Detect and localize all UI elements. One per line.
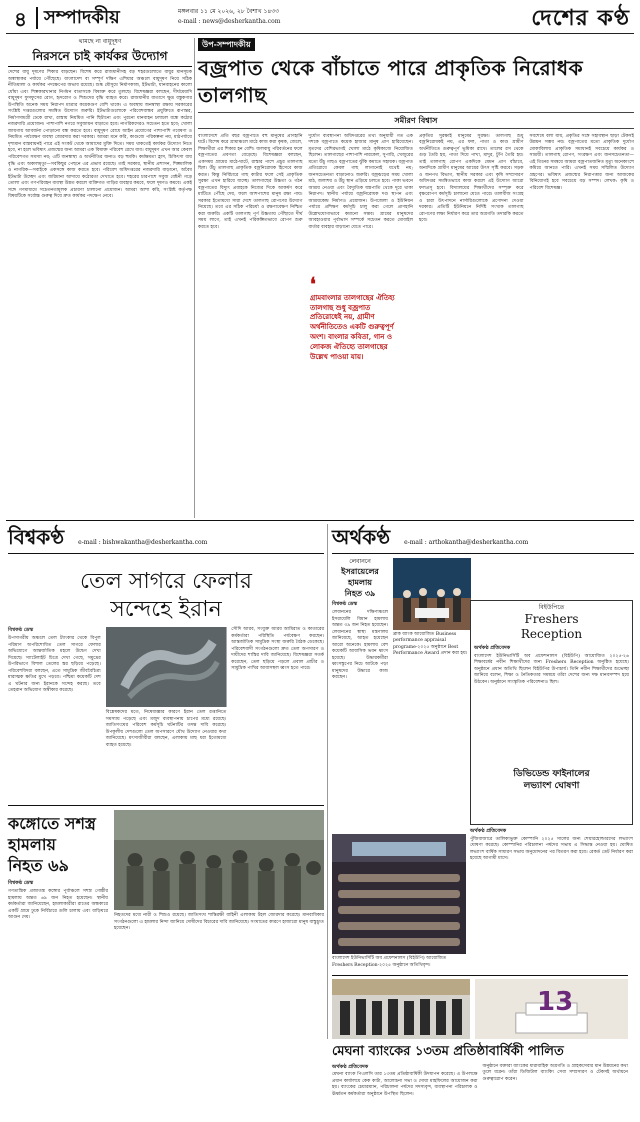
oil-article-column-2 <box>106 627 227 797</box>
oil-headline-line-1: তেল সাগরে ফেলার <box>80 569 252 594</box>
section-title: সম্পাদকীয় <box>44 7 120 28</box>
lebanon-kicker: লেবাননে <box>349 558 371 565</box>
world-section-logo: বিশ্বকণ্ঠ <box>8 525 65 549</box>
freshers-article-text: বাংলাদেশ ইউনিভার্সিটি অব প্রফেশনালস (বিইউপি) আয়োজিত ২০২৫-২৬ শিক্ষাবর্ষের নবীন শিক্ষার্থীদের জন্য Freshers Reception অনুষ্ঠিত হয়েছে। অনুষ্ঠানে প্রধান অতিথি ছিলেন বিইউপির উপাচার্য। তিনি নবীন শিক্ষার্থীদের শুভেচ্ছা জানিয়ে বলেন, শিক্ষা ও নৈতিকতার সমন্বয়ে তাঁরা দেশের জন্য দক্ষ মানবসম্পদ হয়ে উঠবেন। অনুষ্ঠানে সাংস্কৃতিক পরিবেশনাও ছিল। <box>474 653 629 685</box>
lebanon-headline <box>332 566 388 598</box>
newspaper-logo: দেশের কণ্ঠ <box>531 5 630 31</box>
economy-section-email: e-mail : arthokantha@desherkantha.com <box>404 539 529 546</box>
dividend-article <box>470 828 633 1038</box>
congo-article <box>8 810 108 1003</box>
quote-mark-icon: ❛ <box>310 274 316 295</box>
freshers-kicker: বিইউপিতে <box>538 604 565 611</box>
op-ed-kicker: উপ-সম্পাদকীয় <box>198 38 255 51</box>
desk-credit: বিশ্বকণ্ঠ ডেস্ক <box>8 627 34 633</box>
masthead <box>6 4 634 34</box>
award-photo-caption: ব্রাক ব্যাংক আয়োজিত Business performance appraisal programe-২০২৫ অনুষ্ঠানে Best Performance Award প্রদান করা হয়। <box>393 632 468 657</box>
conference-hall-photo <box>332 834 466 954</box>
award-ceremony-photo <box>393 558 471 630</box>
lebanon-article <box>332 558 388 830</box>
page-number: ৪ <box>14 7 27 31</box>
column-rule <box>194 38 195 518</box>
pull-quote <box>308 276 404 372</box>
oil-article-text: উপসাগরীয় অঞ্চলে তেল ট্যাংকার থেকে বিপুল পরিমাণ অপরিশোধিত তেল সাগরে ফেলার অভিযোগে আন্তর্জাতিক মহলে উদ্বেগ দেখা দিয়েছে। স্যাটেলাইট চিত্রে দেখা গেছে, সমুদ্রের উপরিভাগে বিশাল তেলের স্তর ছড়িয়ে পড়েছে। পরিবেশবিদরা বলছেন, এতে সামুদ্রিক জীববৈচিত্র্য মারাত্মক ক্ষতির মুখে পড়বে। পশ্চিমা কয়েকটি দেশ এ ঘটনার জন্য ইরানকে সন্দেহ করছে। তবে তেহরান অভিযোগ অস্বীকার করেছে। <box>8 636 101 694</box>
editorial-body: দেশের বায়ু দূষণের শিকার বাড়ছেন। বিশেষ করে রাজধানীসহ বড় শহরগুলোতে বায়ুর মানসূচক অস্বাস্থ্যকর পর্যায়ে পৌঁছেছে। বাংলাদেশ বা সম্পূর্ণ দক্ষিণ এশিয়ার অঞ্চলে বায়ুদূষণ নিয়ে সঠিক নীতিমালা ও কার্যকর পদক্ষেপের অভাব রয়েছে। শুষ্ক মৌসুমে নির্মাণকাজ, ইটভাটা, যানবাহনের কালো ধোঁয়া এবং শিল্পকারখানার নির্গমন বাতাসকে বিষাক্ত করে তুলছে। বিশেষজ্ঞরা বলছেন, দীর্ঘমেয়াদি বায়ুদূষণ ফুসফুসের রোগ, হৃদরোগ ও শিশুদের বৃদ্ধি ব্যাহত করে। রাজধানীর বাতাসে ক্ষুদ্র বস্তুকণার উপস্থিতি অনেক সময় নিরাপদ মাত্রার কয়েকগুণ বেশি থাকে। এ অবস্থায় জনস্বাস্থ্য রক্ষায় সরকারের সংশ্লিষ্ট দপ্তরগুলোর সমন্বিত উদ্যোগ জরুরি। ইটভাটাগুলোকে পরিবেশবান্ধব প্রযুক্তিতে রূপান্তর, নির্মাণসামগ্রী ঢেকে রাখা, রাস্তায় নিয়মিত পানি ছিটানো এবং পুরনো যানবাহন চলাচল বন্ধে কঠোর নজরদারি প্রয়োজন। পাশাপাশি নগরে সবুজায়ন বাড়াতে হবে। নাগরিকদেরও সচেতন হতে হবে; খোলা জায়গায় আবর্জনা পোড়ানো বন্ধ করতে হবে। বায়ুদূষণ রোধে আইন প্রয়োগের পাশাপাশি গবেষণা ও নিয়মিত পর্যবেক্ষণ ব্যবস্থা জোরদার করা দরকার। আমরা মনে করি, কাগুজে পরিকল্পনা নয়, মাঠপর্যায়ে দৃশ্যমান বাস্তবায়নই পারে এই সংকট থেকে আমাদের মুক্তি দিতে। সময় থাকতেই কার্যকর উদ্যোগ নিতে হবে, না হলে ভবিষ্যৎ প্রজন্মের জন্য আমরা এক বিষাক্ত পরিবেশ রেখে যাব। বায়ুদূষণ এখন আর কেবল পরিবেশগত সমস্যা নয়; এটি জনস্বাস্থ্য ও অর্থনীতির জন্যও বড় হুমকি। কর্মক্ষমতা হ্রাস, চিকিৎসা ব্যয় বৃদ্ধি এবং অকালমৃত্যু—সবকিছুর পেছনে এর প্রভাব রয়েছে। তাই সরকার, স্থানীয় প্রশাসন, শিল্পমালিক ও নাগরিক—সবাইকে একসঙ্গে কাজ করতে হবে। পরিবেশ অধিদপ্তরের নজরদারি বাড়ানো, অবৈধ ইটভাটা উচ্ছেদ এবং জরিমানা আদায়ে কঠোরতা দেখাতে হবে। শহরের চারপাশে সবুজ বেষ্টনী গড়ে তোলা এবং গণপরিবহন ব্যবস্থা উন্নত করলে ব্যক্তিগত গাড়ির ব্যবহার কমবে, ফলে দূষণও কমবে। একই সঙ্গে গণমাধ্যমে সচেতনতামূলক প্রচারণা চালানো প্রয়োজন। আমরা আশা করি, সংশ্লিষ্ট কর্তৃপক্ষ বিষয়টিকে সর্বোচ্চ গুরুত্ব দিয়ে দ্রুত কার্যকর পদক্ষেপ নেবে। <box>8 70 192 200</box>
dividend-headline-line-1: ডিভিডেন্ড ফাইনালের <box>513 768 590 779</box>
editorial-left-column <box>8 38 192 518</box>
oil-article-text: বিশ্লেষকদের মতে, নিষেধাজ্ঞার কারণে ইরান তেল রপ্তানিতে সমস্যায় পড়েছে এবং মজুদ ব্যবস্থাপনায় চাপের মধ্যে রয়েছে। জাতিসংঘের পরিবেশ কর্মসূচি ঘটনাটির তদন্ত দাবি করেছে। উপকূলীয় দেশগুলো তেল অপসারণে যৌথ উদ্যোগ নেওয়ার কথা জানিয়েছে। মৎস্যজীবীরা বলছেন, এলাকায় মাছ ধরা ইতোমধ্যে ব্যাহত হয়েছে। <box>105 710 227 748</box>
lebanon-headline-line-2: নিহত ৩৯ <box>344 587 376 598</box>
lebanon-article-text: লেবাননের দক্ষিণাঞ্চলে ইসরায়েলি বিমান হামলায় অন্তত ৩৯ জন নিহত হয়েছেন। লেবাননের স্বাস্থ্য মন্ত্রণালয় জানিয়েছে, আহত হয়েছেন আরো অনেকে। হামলায় বেশ কয়েকটি আবাসিক ভবন ধ্বংস হয়েছে। উদ্ধারকর্মীরা ধ্বংসস্তূপের নিচে আটকে পড়া মানুষদের উদ্ধারে কাজ করছেন। <box>332 610 388 681</box>
meghna-article-text: অনুষ্ঠানে বক্তারা ব্যাংকের ধারাবাহিক অগ্রগতি ও গ্রাহকসেবার মান উন্নয়নের কথা তুলে ধরেন। তাঁরা ডিজিটাল ব্যাংকিং সেবা সম্প্রসারণ ও টেকসই অর্থায়নে গুরুত্বারোপ করেন। <box>482 1063 628 1082</box>
oil-article-column-3: সৌদি আরব, সংযুক্ত আরব আমিরাত ও কাতারের কর্মকর্তারা পরিস্থিতি পর্যবেক্ষণ করছেন। আন্তর্জাতিক সামুদ্রিক সংস্থা জরুরি বৈঠক ডেকেছে। পরিবেশবাদী সংগঠনগুলো দ্রুত তেল অপসারণ ও দায়ীদের শাস্তির দাবি জানিয়েছে। বিশেষজ্ঞরা সতর্ক করেছেন, তেল ছড়িয়ে পড়লে প্রবাল প্রাচীর ও সামুদ্রিক পাখির আবাসস্থল ধ্বংস হতে পারে। <box>231 627 325 672</box>
congo-headline <box>8 814 108 876</box>
world-section-email: e-mail : bishwakantha@desherkantha.com <box>78 539 208 546</box>
op-ed-headline: বজ্রপাত থেকে বাঁচাতে পারে প্রাকৃতিক নিরোধক তালগাছ <box>198 55 584 107</box>
meghna-officials-photo <box>332 979 470 1039</box>
world-section <box>8 524 324 1039</box>
editorial-tagline: থামছে না বায়ুদূষণ <box>78 38 122 45</box>
desk-credit: বিশ্বকণ্ঠ ডেস্ক <box>8 880 34 887</box>
op-ed-column-4: সবশেষে বলা যায়, প্রকৃতির সঙ্গে সহাবস্থান ছাড়া টেকসই উন্নয়ন সম্ভব নয়। বজ্রপাতের মতো প্রাকৃতিক দুর্যোগ মোকাবিলায় প্রাকৃতিক সমাধানই সবচেয়ে কার্যকর ও সাশ্রয়ী। তালগাছ রোপণ, সংরক্ষণ এবং জনসচেতনতা—এই তিনের সমন্বয়ে আমরা বজ্রপাতজনিত মৃত্যু অনেকাংশে কমিয়ে আনতে পারি। এখনই সময় সম্মিলিত উদ্যোগ গ্রহণের। ভবিষ্যৎ প্রজন্মের নিরাপত্তার জন্য আজকের বিনিয়োগই হবে সবচেয়ে বড় সম্পদ। লেখক: কৃষি ও পরিবেশ বিশেষজ্ঞ। <box>529 133 634 191</box>
congo-headline-line-1: কঙ্গোতে সশস্ত্র <box>8 814 96 833</box>
op-ed-byline: সমীরণ বিশ্বাস <box>198 112 634 129</box>
op-ed-column-1: বাংলাদেশে প্রতি বছর বজ্রপাতে বহু মানুষের প্রাণহানি ঘটে। বিশেষ করে গ্রামাঞ্চলে মাঠে কাজ করা কৃষক, জেলে, শিক্ষার্থীরা এর শিকার হন বেশি। জলবায়ু পরিবর্তনের ফলে বজ্রপাতের প্রবণতা বেড়েছে। বিশেষজ্ঞরা বলছেন, একসময় গ্রামের মাঠে-ঘাটে, রাস্তার পাশে প্রচুর তালগাছ ছিল। উঁচু তালগাছ প্রাকৃতিক বজ্রনিরোধক হিসেবে কাজ করত। কিন্তু নির্বিচারে গাছ কাটার ফলে সেই প্রাকৃতিক সুরক্ষা এখন হারিয়ে যাচ্ছে। তালগাছের উচ্চতা ও গঠন বজ্রপাতের বিদ্যুৎ প্রবাহকে নিজের দিকে আকর্ষণ করে মাটিতে পৌঁছে দেয়, ফলে আশপাশের মানুষ রক্ষা পায়। সরকার ইতোমধ্যে সারা দেশে তালগাছ রোপণের উদ্যোগ নিয়েছে। তবে এর সঠিক পরিচর্যা ও রক্ষণাবেক্ষণ নিশ্চিত করা জরুরি। একটি তালগাছ পূর্ণ উচ্চতায় পৌঁছাতে দীর্ঘ সময় লাগে, তাই এখনই পরিকল্পিতভাবে রোপণ শুরু করতে হবে। <box>198 133 303 230</box>
meghna-headline: মেঘনা ব্যাংকের ১৩তম প্রতিষ্ঠাবার্ষিকী পালিত <box>332 1044 564 1060</box>
dividend-article-text: পুঁজিবাজারে তালিকাভুক্ত কোম্পানি ২০২৫ সালের জন্য শেয়ারহোল্ডারদের লভ্যাংশ ঘোষণা করেছে। কোম্পানির পরিচালনা পর্ষদের সভায় এ সিদ্ধান্ত নেওয়া হয়। ঘোষিত লভ্যাংশ বার্ষিক সাধারণ সভায় অনুমোদনের পর বিতরণ করা হবে। রেকর্ড ডেট নির্ধারণ করা হয়েছে আগামী মাসে। <box>470 836 633 862</box>
congo-crowd-photo <box>114 810 324 910</box>
desk-credit: অর্থকণ্ঠ প্রতিবেদক <box>332 1063 369 1070</box>
desk-credit: অর্থকণ্ঠ প্রতিবেদক <box>470 828 507 834</box>
issue-date: মঙ্গলবার ১১ মে ২০২৬, ২৮ বৈশাখ ১৪৩৩ <box>178 8 280 15</box>
freshers-headline <box>474 612 629 642</box>
section-email: e-mail : news@desherkantha.com <box>178 18 281 25</box>
desk-credit: বিশ্বকণ্ঠ ডেস্ক <box>332 601 358 608</box>
desk-credit: অর্থকণ্ঠ প্রতিবেদক <box>474 645 511 652</box>
editorial-headline: নিরসনে চাই কার্যকর উদ্যোগ <box>8 48 192 67</box>
pull-quote-text: গ্রামবাংলার তালগাছের ঐতিহ্য তালগাছ শুধু বজ্রপাত প্রতিরোধেই নয়, গ্রামীণ অর্থনীতিতেও একটি গুরুত্বপূর্ণ অংশ। বাংলার কবিতা, গান ও লোকজ ঐতিহ্যে তালগাছের উল্লেখ পাওয়া যায়। <box>310 292 395 361</box>
masthead-divider <box>36 7 38 29</box>
oil-headline <box>8 568 324 623</box>
congo-headline-line-3: নিহত ৬৯ <box>8 855 69 875</box>
op-ed-column-2: দুর্যোগ ব্যবস্থাপনা অধিদপ্তরের তথ্য অনুযায়ী গত এক দশকে বজ্রপাতে কয়েক হাজার মানুষ প্রাণ হারিয়েছেন। মৃতদের বেশিরভাগই খোলা মাঠে কৃষিকাজে নিয়োজিত ছিলেন। তালগাছের পাশাপাশি নারকেল, সুপারি, খেজুরের মতো উঁচু গাছও বজ্রপাতের ঝুঁকি কমাতে সহায়ক। বজ্রপাত প্রতিরোধে কেবল গাছ লাগানোই যথেষ্ট নয়; জনসচেতনতা বাড়ানোও জরুরি। বজ্রঝড়ের সময় খোলা মাঠ, জলাশয় ও উঁচু স্থান এড়িয়ে চলতে হবে। পাকা ভবনে আশ্রয় নেওয়া এবং বৈদ্যুতিক যন্ত্রপাতি থেকে দূরে থাকা নিরাপদ। স্থানীয় পর্যায়ে বজ্রনিরোধক দণ্ড স্থাপন এবং আশ্রয়কেন্দ্র নির্মাণও প্রয়োজন। উপজেলা ও ইউনিয়ন পর্যায়ে প্রশিক্ষণ কর্মসূচি চালু করা গেলে প্রাণহানি উল্লেখযোগ্যভাবে কমানো সম্ভব। গ্রামের মানুষদের আবহাওয়ার পূর্বাভাস সম্পর্কে সচেতন করতে মোবাইল বার্তার ব্যবহার বাড়ানো যেতে পারে। <box>308 133 413 230</box>
freshers-headline-line-1: Freshers <box>524 612 579 627</box>
oil-article-column-1 <box>8 627 101 797</box>
meghna-article-text: মেঘনা ব্যাংক পিএলসি তার ১৩তম প্রতিষ্ঠাবার্ষিকী উদযাপন করেছে। এ উপলক্ষে প্রধান কার্যালয়ে কেক কাটা, আলোচনা সভা ও দোয়া মাহফিলের আয়োজন করা হয়। ব্যাংকের চেয়ারম্যান, পরিচালনা পর্ষদের সদস্যবৃন্দ, ব্যবস্থাপনা পরিচালক ও ঊর্ধ্বতন কর্মকর্তারা অনুষ্ঠানে উপস্থিত ছিলেন। <box>332 1072 478 1097</box>
dividend-headline <box>474 768 629 792</box>
conference-photo-caption: বাংলাদেশ ইউনিভার্সিটি অব প্রফেশনালস (বিইউপি) আয়োজিত Freshers Reception-২০২৫ অনুষ্ঠানে অতিথিবৃন্দ। <box>332 956 447 968</box>
oil-headline-line-2: সন্দেহে ইরান <box>110 596 222 622</box>
congo-article-text: নিহতদের মধ্যে নারী ও শিশুও রয়েছে। জাতিসংঘ শান্তিরক্ষী বাহিনী এলাকায় টহল জোরদার করেছে। মানবাধিকার সংগঠনগুলো এ হামলার নিন্দা জানিয়ে দোষীদের বিচারের দাবি জানিয়েছে। সংঘাতের কারণে হাজারো মানুষ বাস্তুচ্যুত হয়েছেন। <box>114 913 324 932</box>
freshers-headline-line-2: Reception <box>520 627 583 642</box>
economy-section-logo: অর্থকণ্ঠ <box>332 525 391 549</box>
oil-spill-photo <box>106 627 227 707</box>
congo-article-text: গণতান্ত্রিক প্রজাতন্ত্র কঙ্গোর পূর্বাঞ্চলে সশস্ত্র গোষ্ঠীর হামলায় অন্তত ৬৯ জন নিহত হয়েছেন। স্থানীয় কর্মকর্তারা জানিয়েছেন, হামলাকারীরা রাতের অন্ধকারে একটি গ্রামে ঢুকে নির্বিচারে গুলি চালায় এবং বাড়িঘরে আগুন দেয়। <box>8 889 108 921</box>
dividend-headline-line-2: লভ্যাংশ ঘোষণা <box>523 780 580 791</box>
anniversary-number: 13 <box>537 987 574 1018</box>
op-ed-article <box>198 38 634 518</box>
congo-headline-line-2: হামলায় <box>8 834 56 854</box>
lebanon-headline-line-1: ইসরায়েলের হামলায় <box>341 566 379 587</box>
freshers-reception-article <box>470 600 633 825</box>
op-ed-column-3: প্রকৃতির সুরক্ষাই মানুষের সুরক্ষা। তালগাছ শুধু বজ্রনিরোধকই নয়, এর ফল, পাতা ও কাণ্ড গ্রামীণ অর্থনীতিতে গুরুত্বপূর্ণ ভূমিকা রাখে। তালের রস থেকে গুড় তৈরি হয়, পাতা দিয়ে পাখা, মাদুর, টুপি তৈরি হয়। তাই তালগাছ রোপণ একদিকে যেমন প্রাণ বাঁচাবে, অন্যদিকে গ্রামীণ মানুষের আয়ের উৎস সৃষ্টি করবে। সড়ক ও জনপথ বিভাগ, স্থানীয় সরকার এবং কৃষি সম্প্রসারণ অধিদপ্তর সমন্বিতভাবে কাজ করলে এই উদ্যোগ আরো ফলপ্রসূ হবে। বিদ্যালয়ের শিক্ষার্থীদের সম্পৃক্ত করে বৃক্ষরোপণ কর্মসূচি চালানো যেতে পারে। তালবীজ সংগ্রহ ও চারা উৎপাদনে নার্সারিগুলোকে প্রণোদনা দেওয়া দরকার। প্রতিটি ইউনিয়নে নির্দিষ্ট সংখ্যক তালগাছ রোপণের লক্ষ্য নির্ধারণ করে তার অগ্রগতি তদারকি করতে হবে। <box>419 133 524 224</box>
column-rule <box>327 524 328 1039</box>
